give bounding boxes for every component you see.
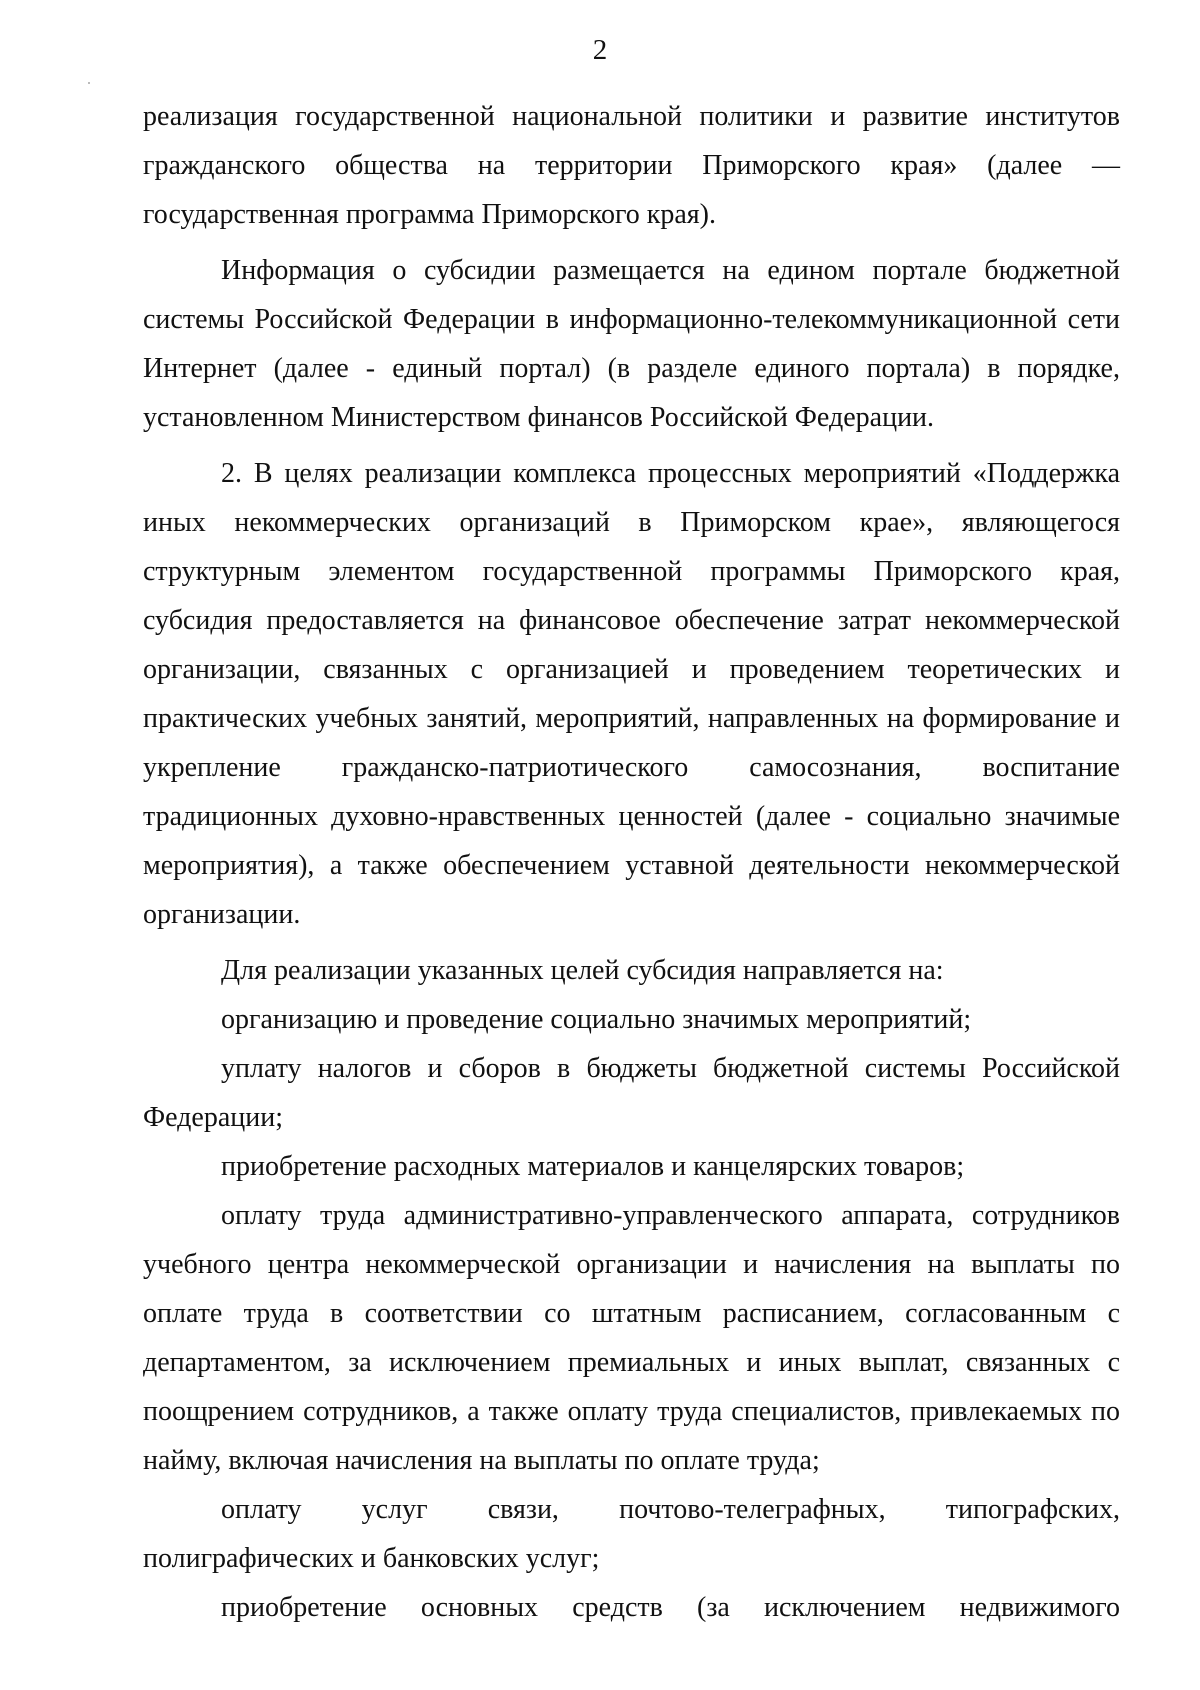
list-item-fixed-assets: приобретение основных средств (за исключением недвижимого (221, 1592, 1120, 1623)
paragraph-section-2: 2. В целях реализации комплекса процессных мероприятий «Поддержка иных некоммерческих организаций в Приморском крае», являющегося структурным элементом государственной программы Приморского края, субсидия предоставляется на финансовое обеспечение затрат некоммерческой организации, связанных с организацией и проведением теоретических и практических учебных занятий, мероприятий, направленных на формирование и укрепление гражданско-патриотического самосознания, воспитание традиционных духовно-нравственных ценностей (далее - социально значимые мероприятия), а также обеспечением уставной деятельности некоммерческой организации. (143, 458, 1120, 930)
list-item-materials: приобретение расходных материалов и канцелярских товаров; (221, 1151, 965, 1182)
scan-artifact (88, 82, 90, 84)
document-body (143, 92, 1120, 1632)
page-number: 2 (592, 34, 608, 66)
list-item-salaries: оплату труда административно-управленческого аппарата, сотрудников учебного центра некоммерческой организации и начисления на выплаты по оплате труда в соответствии со штатным расписанием, согласованным с департаментом, за исключением премиальных и иных выплат, связанных с поощрением сотрудников, а также оплату труда специалистов, привлекаемых по найму, включая начисления на выплаты по оплате труда; (143, 1200, 1120, 1476)
paragraph-list-intro: Для реализации указанных целей субсидия направляется на: (221, 955, 944, 986)
paragraph-continuation: реализация государственной национальной политики и развитие институтов гражданского общества на территории Приморского края» (далее — государственная программа Приморского края). (143, 101, 1120, 230)
list-item-taxes: уплату налогов и сборов в бюджеты бюджетной системы Российской Федерации; (143, 1053, 1120, 1133)
list-item-communication-services: оплату услуг связи, почтово-телеграфных, типографских, полиграфических и банковских услуг; (143, 1494, 1120, 1574)
list-item-events: организацию и проведение социально значимых мероприятий; (221, 1004, 972, 1035)
paragraph-subsidy-info: Информация о субсидии размещается на едином портале бюджетной системы Российской Федерации в информационно-телекоммуникационной сети Интернет (далее - единый портал) (в разделе единого портала) в порядке, установленном Министерством финансов Российской Федерации. (143, 255, 1120, 433)
